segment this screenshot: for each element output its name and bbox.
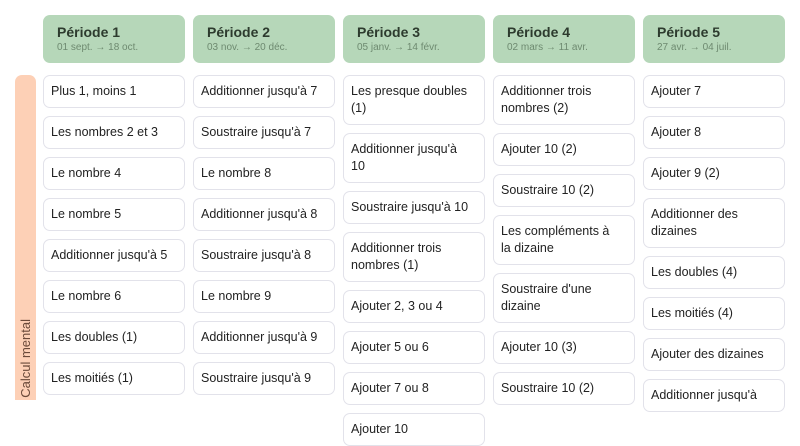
period-header (643, 15, 785, 63)
lesson-card[interactable]: Les moitiés (1) (43, 362, 185, 395)
lesson-card[interactable]: Soustraire jusqu'à 7 (193, 116, 335, 149)
period-column (643, 15, 785, 412)
lesson-card[interactable]: Les nombres 2 et 3 (43, 116, 185, 149)
lesson-card[interactable]: Ajouter 10 (343, 413, 485, 446)
period-column (43, 15, 185, 395)
domain-label: Calcul mental (18, 319, 33, 398)
lesson-card[interactable]: Ajouter des dizaines (643, 338, 785, 371)
period-header (193, 15, 335, 63)
lesson-card[interactable]: Additionner des dizaines (643, 198, 785, 248)
lesson-list (193, 75, 335, 395)
lesson-card[interactable]: Les presque doubles (1) (343, 75, 485, 125)
period-column (493, 15, 635, 405)
period-dates: 03 nov. → 20 déc. (207, 42, 288, 53)
lesson-card[interactable]: Le nombre 8 (193, 157, 335, 190)
lesson-card[interactable]: Additionner jusqu'à 5 (43, 239, 185, 272)
lesson-card[interactable]: Additionner jusqu'à 8 (193, 198, 335, 231)
lesson-card[interactable]: Additionner jusqu'à 7 (193, 75, 335, 108)
lesson-card[interactable]: Les moitiés (4) (643, 297, 785, 330)
period-dates: 02 mars → 11 avr. (507, 42, 588, 53)
period-column (193, 15, 335, 395)
lesson-card[interactable]: Le nombre 9 (193, 280, 335, 313)
lesson-card[interactable]: Ajouter 10 (2) (493, 133, 635, 166)
lesson-list (43, 75, 185, 395)
lesson-card[interactable]: Les compléments à la dizaine (493, 215, 635, 265)
lesson-card[interactable]: Soustraire 10 (2) (493, 372, 635, 405)
lesson-card[interactable]: Soustraire jusqu'à 8 (193, 239, 335, 272)
lesson-card[interactable]: Ajouter 9 (2) (643, 157, 785, 190)
lesson-card[interactable]: Additionner trois nombres (2) (493, 75, 635, 125)
lesson-card[interactable]: Plus 1, moins 1 (43, 75, 185, 108)
lesson-list (343, 75, 485, 446)
lesson-card[interactable]: Additionner trois nombres (1) (343, 232, 485, 282)
period-header (343, 15, 485, 63)
lesson-card[interactable]: Ajouter 8 (643, 116, 785, 149)
period-dates: 27 avr. → 04 juil. (657, 42, 732, 53)
lesson-card[interactable]: Ajouter 2, 3 ou 4 (343, 290, 485, 323)
lesson-list (643, 75, 785, 412)
lesson-card[interactable]: Ajouter 7 (643, 75, 785, 108)
lesson-card[interactable]: Soustraire 10 (2) (493, 174, 635, 207)
lesson-card[interactable]: Ajouter 10 (3) (493, 331, 635, 364)
lesson-card[interactable]: Le nombre 5 (43, 198, 185, 231)
lesson-card[interactable]: Le nombre 4 (43, 157, 185, 190)
lesson-card[interactable]: Additionner jusqu'à (643, 379, 785, 412)
lesson-card[interactable]: Ajouter 5 ou 6 (343, 331, 485, 364)
lesson-card[interactable]: Additionner jusqu'à 10 (343, 133, 485, 183)
period-header (493, 15, 635, 63)
period-dates: 01 sept. → 18 oct. (57, 42, 139, 53)
period-title: Période 2 (207, 24, 271, 40)
lesson-card[interactable]: Les doubles (4) (643, 256, 785, 289)
period-title: Période 4 (507, 24, 571, 40)
period-title: Période 3 (357, 24, 421, 40)
lesson-card[interactable]: Soustraire jusqu'à 9 (193, 362, 335, 395)
lesson-card[interactable]: Le nombre 6 (43, 280, 185, 313)
lesson-card[interactable]: Ajouter 7 ou 8 (343, 372, 485, 405)
period-header (43, 15, 185, 63)
lesson-card[interactable]: Soustraire d'une dizaine (493, 273, 635, 323)
lesson-card[interactable]: Les doubles (1) (43, 321, 185, 354)
domain-band (15, 75, 36, 400)
period-title: Période 1 (57, 24, 121, 40)
lesson-card[interactable]: Soustraire jusqu'à 10 (343, 191, 485, 224)
period-dates: 05 janv. → 14 févr. (357, 42, 440, 53)
period-title: Période 5 (657, 24, 721, 40)
period-column (343, 15, 485, 446)
lesson-list (493, 75, 635, 405)
lesson-card[interactable]: Additionner jusqu'à 9 (193, 321, 335, 354)
